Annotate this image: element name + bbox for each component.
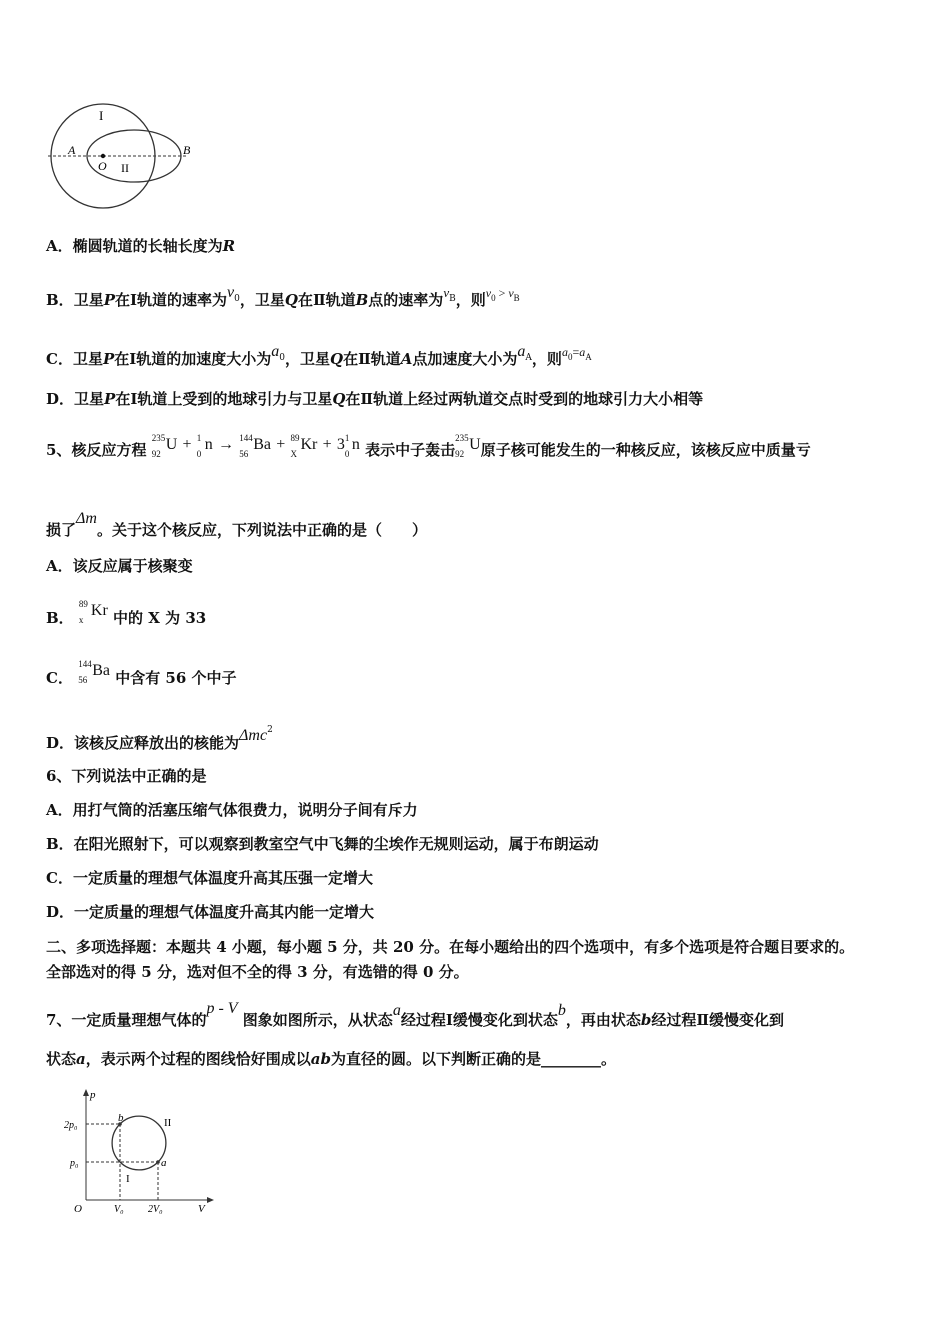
q7-stem-line1: 7、一定质量理想气体的p - V 图象如图所示，从状态a经过程Ⅰ缓慢变化到状态b，再由状态b经过程Ⅱ缓慢变化到 [46, 1000, 785, 1029]
q4-option-a[interactable]: A．椭圆轨道的长轴长度为R [46, 237, 236, 255]
section2-instructions: 全部选对的得 5 分，选对但不全的得 3 分，有选错的得 0 分。 [46, 963, 469, 981]
uranium-nucleus: 235 92 U [455, 433, 481, 459]
label-point-a: A [68, 143, 76, 157]
label-state-b: b [118, 1112, 124, 1124]
q6-option-c[interactable]: C．一定质量的理想气体温度升高其压强一定增大 [46, 869, 373, 887]
label-process-2: II [164, 1117, 172, 1129]
q4-option-d[interactable]: D．卫星P在Ⅰ轨道上受到的地球引力与卫星Q在Ⅱ轨道上经过两轨道交点时受到的地球引力大小相等 [46, 390, 704, 408]
label-2p0: 2p₀ [64, 1120, 78, 1131]
q4-option-c[interactable]: C．卫星P在Ⅰ轨道的加速度大小为$a^0$，卫星Q在Ⅱ轨道A点加速度大小为$a^A$，则$^{a_0=a_A}$ [46, 343, 592, 368]
q6-stem: 6、下列说法中正确的是 [46, 767, 207, 785]
label-point-b: B [183, 143, 191, 157]
q6-option-b[interactable]: B．在阳光照射下，可以观察到教室空气中飞舞的尘埃作无规则运动，属于布朗运动 [46, 835, 599, 853]
v-axis-arrow [207, 1197, 214, 1203]
label-process-1: I [126, 1173, 130, 1185]
p-axis-arrow [83, 1089, 89, 1096]
q5-option-d[interactable]: D．该核反应释放出的核能为Δmc$^2$ [46, 725, 273, 752]
label-orbit-2: II [121, 161, 129, 175]
q5-stem-line2: 损了Δm。关于这个核反应，下列说法中正确的是（ ） [46, 510, 427, 539]
section2-heading: 二、多项选择题：本题共 4 小题，每小题 5 分，共 20 分。在每小题给出的四个选项中，有多个选项是符合题目要求的。 [46, 938, 855, 956]
q5-option-c[interactable]: C． 144 56 Ba 中含有 56 个中子 [46, 659, 237, 687]
label-v-axis: V [198, 1203, 205, 1215]
q5-stem-line1: 5、核反应方程 235 92 U + 1 0 n → 144 56 Ba + 89 X Kr + 3 1 0 n 表示中子轰击 235 92 U原子核可能发生的一种核反应，该核反应中质量亏 [46, 433, 811, 459]
q5-option-a[interactable]: A．该反应属于核聚变 [46, 557, 193, 575]
pv-graph [62, 1086, 222, 1216]
q7-stem-line2: 状态a，表示两个过程的图线恰好围成以ab为直径的圆。以下判断正确的是________。 [46, 1050, 616, 1068]
q5-option-b[interactable]: B． 89 x Kr 中的 X 为 33 [46, 599, 207, 627]
barium-nucleus: 144 56 Ba [78, 659, 110, 685]
label-v0: V₀ [114, 1204, 124, 1215]
q6-option-a[interactable]: A．用打气筒的活塞压缩气体很费力，说明分子间有斥力 [46, 801, 418, 819]
earth-dot [101, 154, 105, 158]
q6-option-d[interactable]: D．一定质量的理想气体温度升高其内能一定增大 [46, 903, 375, 921]
label-origin: O [74, 1203, 82, 1215]
label-orbit-1: I [99, 108, 104, 123]
orbit-figure [46, 100, 206, 215]
label-center-o: O [98, 159, 107, 173]
krypton-nucleus: 89 x Kr [78, 599, 108, 625]
label-p0: p₀ [70, 1158, 79, 1169]
label-p-axis: p [90, 1089, 96, 1101]
nuclear-equation: 235 92 U + 1 0 n → 144 56 Ba + 89 X Kr + 3 1 0 n [151, 433, 360, 459]
q4-option-b[interactable]: B．卫星P在Ⅰ轨道的速率为$v^0$，卫星Q在Ⅱ轨道B点的速率为$v^B$，则$^{v_0 > v_B}$ [46, 284, 520, 309]
state-a-dot [156, 1160, 160, 1164]
label-2v0: 2V₀ [148, 1204, 163, 1215]
label-state-a: a [161, 1157, 167, 1169]
